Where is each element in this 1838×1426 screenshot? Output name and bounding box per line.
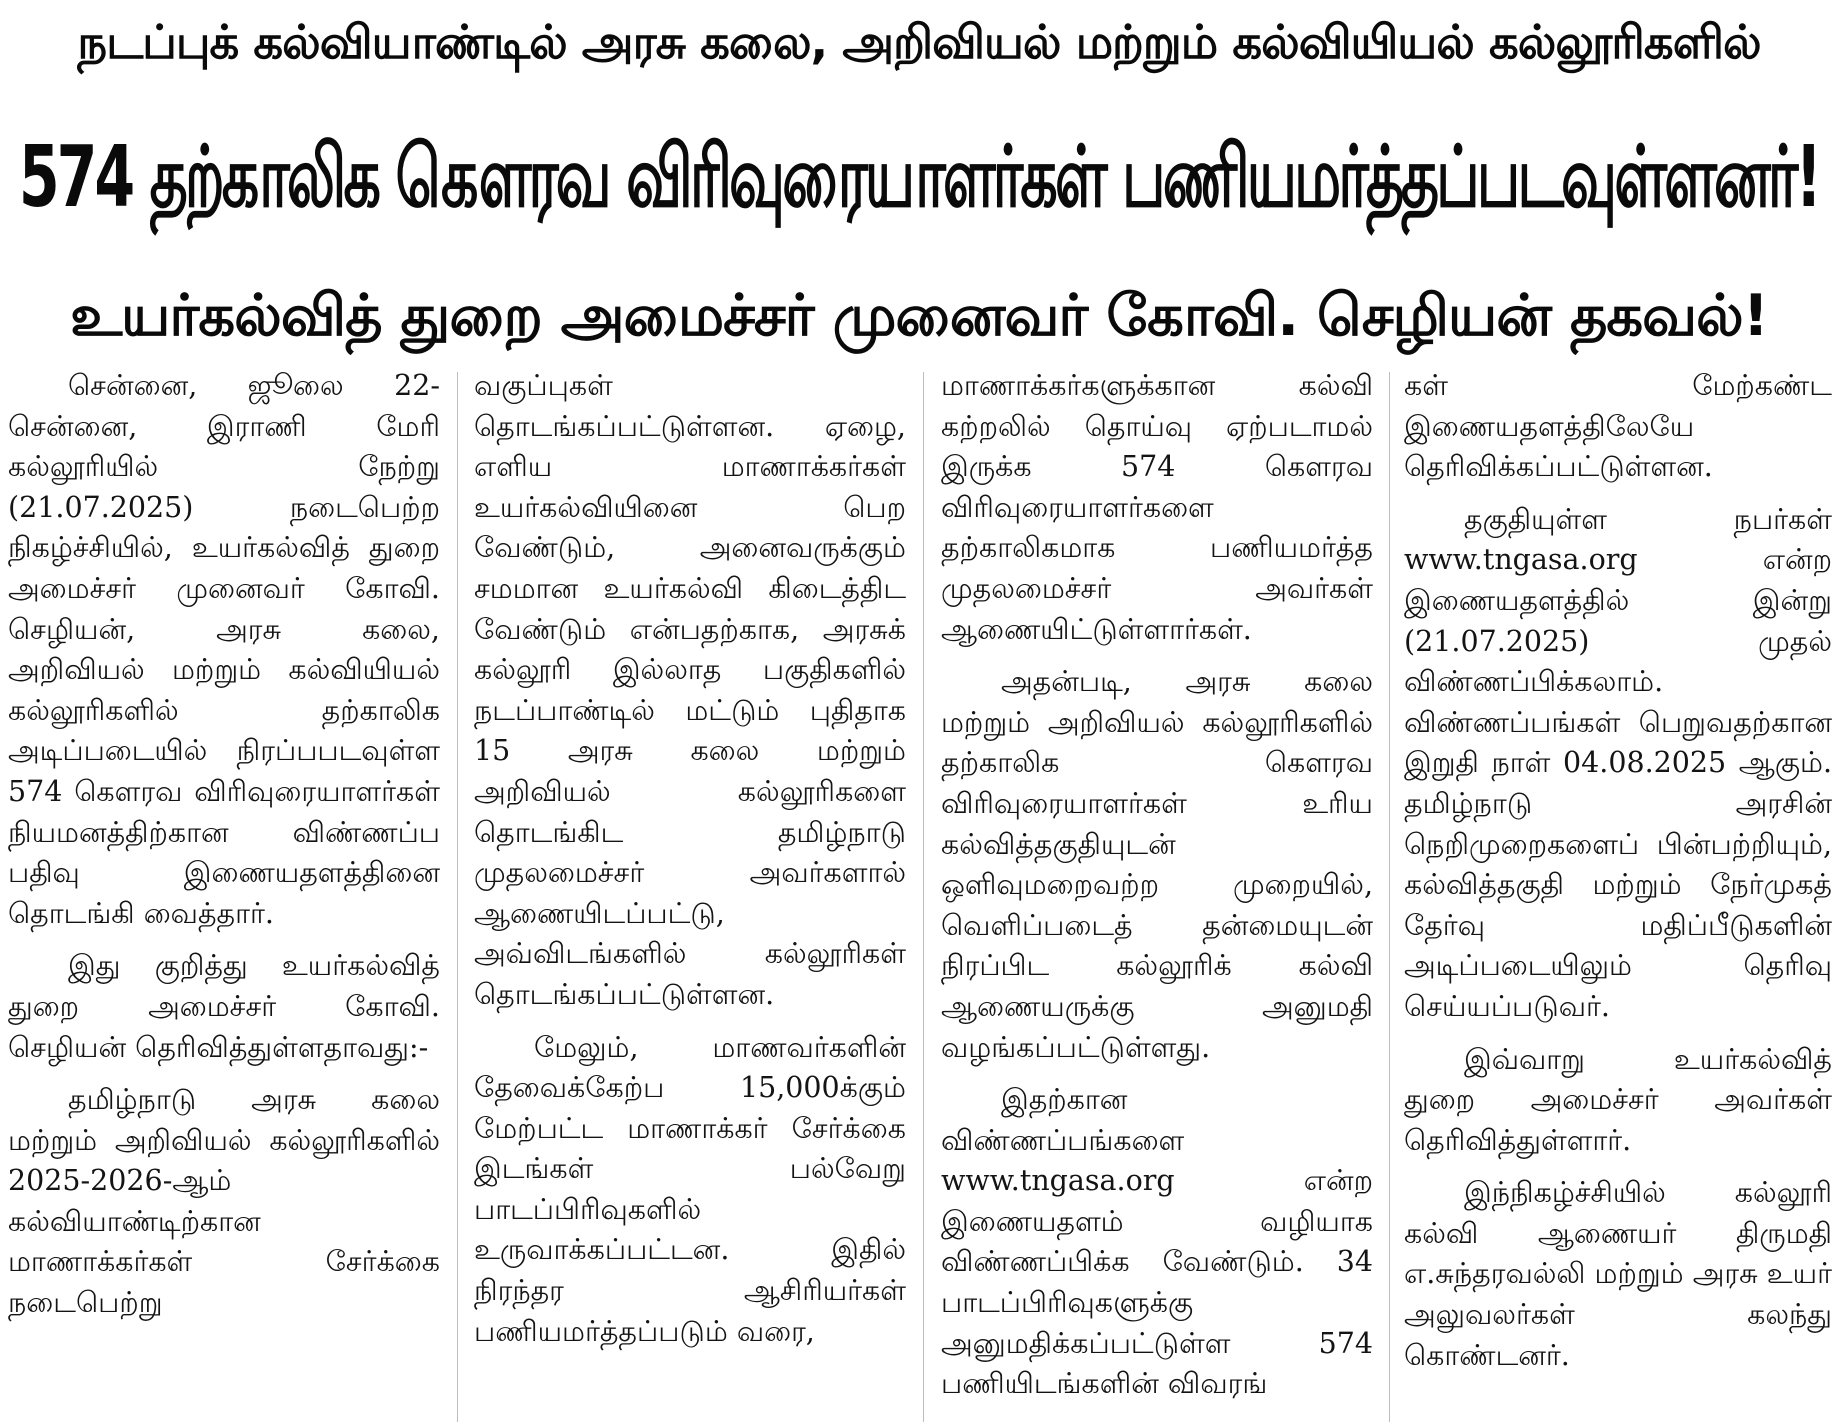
- paragraph: சென்னை, ஜூலை 22- சென்னை, இராணி மேரி கல்லூரியில் நேற்று (21.07.2025) நடைபெற்ற நிகழ்ச்சியில், உயர்கல்வித் துறை அமைச்சர் முனைவர் கோவி. செழியன், அரசு கலை, அறிவியல் மற்றும் கல்வியியல் கல்லூரிகளில் தற்காலிக அடிப்படையில் நிரப்பபடவுள்ள 574 கௌரவ விரிவுரையாளர்கள் நியமனத்திற்கான விண்ணப்ப பதிவு இணையதளத்தினை தொடங்கி வைத்தார்.: [8, 369, 440, 930]
- headline-line-1: நடப்புக் கல்வியாண்டில் அரசு கலை, அறிவியல் மற்றும் கல்வியியல் கல்லூரிகளில்: [77, 15, 1761, 69]
- paragraph: தகுதியுள்ள நபர்கள் www.tngasa.org என்ற இணையதளத்தில் இன்று (21.07.2025) முதல் விண்ணப்பிக்கலாம். விண்ணப்பங்கள் பெறுவதற்கான இறுதி நாள் 04.08.2025 ஆகும். தமிழ்நாடு அரசின் நெறிமுறைகளைப் பின்பற்றியும், கல்வித்தகுதி மற்றும் நேர்முகத் தேர்வு மதிப்பீடுகளின் அடிப்படையிலும் தெரிவு செய்யப்படுவர்.: [1404, 502, 1832, 1023]
- column-2: [474, 366, 906, 1426]
- paragraph: மேலும், மாணவர்களின் தேவைக்கேற்ப 15,000க்கும் மேற்பட்ட மாணாக்கர் சேர்க்கை இடங்கள் பல்வேறு பாடப்பிரிவுகளில் உருவாக்கப்பட்டன. இதில் நிரந்தர ஆசிரியர்கள் பணியமர்த்தப்படும் வரை,: [474, 1030, 906, 1348]
- paragraph: இது குறித்து உயர்கல்வித் துறை அமைச்சர் கோவி. செழியன் தெரிவித்துள்ளதாவது:-: [8, 949, 440, 1064]
- paragraph: மாணாக்கர்களுக்கான கல்வி கற்றலில் தொய்வு ஏற்படாமல் இருக்க 574 கௌரவ விரிவுரையாளர்களை தற்காலிகமாக பணியமர்த்த முதலமைச்சர் அவர்கள் ஆணையிட்டுள்ளார்கள்.: [941, 369, 1373, 646]
- paragraph: அதன்படி, அரசு கலை மற்றும் அறிவியல் கல்லூரிகளில் தற்காலிக கௌரவ விரிவுரையாளர்கள் உரிய கல்வித்தகுதியுடன் ஒளிவுமறைவற்ற முறையில், வெளிப்படைத் தன்மையுடன் நிரப்பிட கல்லூரிக் கல்வி ஆணையருக்கு அனுமதி வழங்கப்பட்டுள்ளது.: [941, 665, 1373, 1064]
- paragraph: இந்நிகழ்ச்சியில் கல்லூரி கல்வி ஆணையர் திருமதி எ.சுந்தரவல்லி மற்றும் அரசு உயர் அலுவலர்கள் கலந்து கொண்டனர்.: [1404, 1176, 1832, 1372]
- paragraph: வகுப்புகள் தொடங்கப்பட்டுள்ளன. ஏழை, எளிய மாணாக்கர்கள் உயர்கல்வியினை பெற வேண்டும், அனைவருக்கும் சமமான உயர்கல்வி கிடைத்திட வேண்டும் என்பதற்காக, அரசுக் கல்லூரி இல்லாத பகுதிகளில் நடப்பாண்டில் மட்டும் புதிதாக 15 அரசு கலை மற்றும் அறிவியல் கல்லூரிகளை தொடங்கிட தமிழ்நாடு முதலமைச்சர் அவர்களால் ஆணையிடப்பட்டு, அவ்விடங்களில் கல்லூரிகள் தொடங்கப்பட்டுள்ளன.: [474, 369, 906, 1011]
- column-divider: [457, 372, 458, 1422]
- column-divider: [1389, 372, 1390, 1422]
- headline-subtitle: உயர்கல்வித் துறை அமைச்சர் முனைவர் கோவி. செழியன் தகவல்!: [70, 282, 1768, 349]
- column-4: [1404, 366, 1832, 1426]
- article-body: [0, 366, 1838, 1426]
- paragraph: தமிழ்நாடு அரசு கலை மற்றும் அறிவியல் கல்லூரிகளில் 2025-2026-ஆம் கல்வியாண்டிற்கான மாணாக்கர்கள் சேர்க்கை நடைபெற்று: [8, 1083, 440, 1320]
- column-divider: [923, 372, 924, 1422]
- paragraph: இதற்கான விண்ணப்பங்களை www.tngasa.org என்ற இணையதளம் வழியாக விண்ணப்பிக்க வேண்டும். 34 பாடப்பிரிவுகளுக்கு அனுமதிக்கப்பட்டுள்ள 574 பணியிடங்களின் விவரங்: [941, 1083, 1373, 1401]
- paragraph: கள் மேற்கண்ட இணையதளத்திலேயே தெரிவிக்கப்பட்டுள்ளன.: [1404, 369, 1832, 484]
- headline-main: 574 தற்காலிக கௌரவ விரிவுரையாளர்கள் பணியமர்த்தப்படவுள்ளனர்!: [18, 127, 1820, 227]
- column-1: [8, 366, 440, 1426]
- column-3: [941, 366, 1373, 1426]
- paragraph: இவ்வாறு உயர்கல்வித் துறை அமைச்சர் அவர்கள் தெரிவித்துள்ளார்.: [1404, 1042, 1832, 1157]
